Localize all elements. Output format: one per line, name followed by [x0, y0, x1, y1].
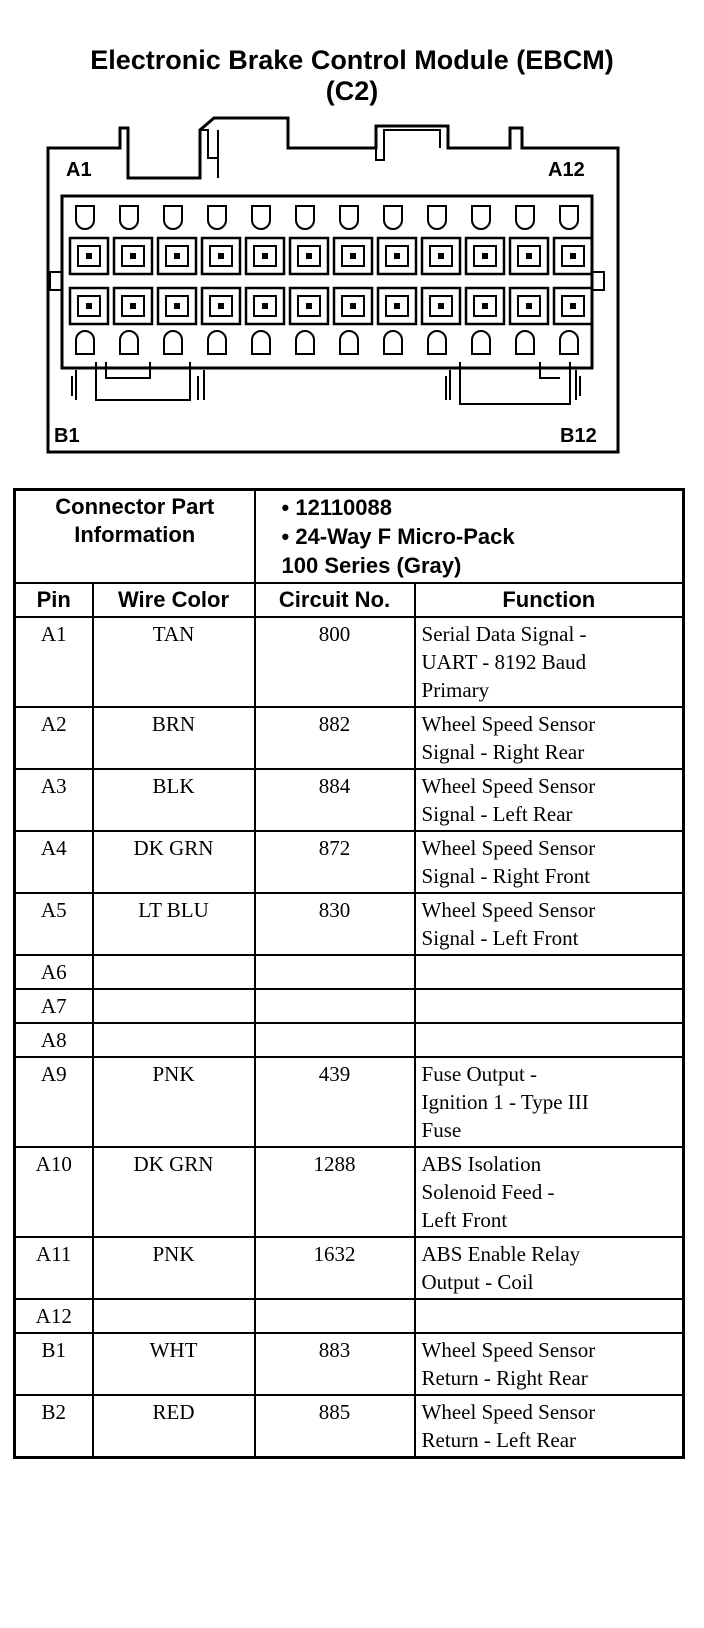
wire-color-cell: BRN [93, 707, 255, 769]
label-b1: B1 [54, 425, 80, 447]
label-a12: A12 [548, 159, 585, 181]
circuit-cell: 883 [255, 1333, 415, 1395]
table-row [15, 617, 684, 707]
cavity-bottom [516, 331, 534, 354]
cavity-top [164, 206, 182, 229]
pin-cavities [70, 206, 592, 354]
cavity-top [296, 206, 314, 229]
info-label: Connector Part Information [15, 490, 255, 584]
function-cell: Wheel Speed Sensor Signal - Right Rear [415, 707, 684, 769]
col-wire-color: Wire Color [93, 583, 255, 617]
cavity-bottom [384, 331, 402, 354]
cavity-bottom [340, 331, 358, 354]
wire-color-cell [93, 989, 255, 1023]
label-b12: B12 [560, 425, 597, 447]
col-function: Function [415, 583, 684, 617]
wire-color-cell: PNK [93, 1237, 255, 1299]
circuit-cell [255, 1023, 415, 1057]
table-row [15, 1299, 684, 1333]
rib-left [72, 370, 204, 400]
cavity-top [120, 206, 138, 229]
col-circuit-no: Circuit No. [255, 583, 415, 617]
circuit-cell: 439 [255, 1057, 415, 1147]
cavity-top [76, 206, 94, 229]
pin-cell: A8 [15, 1023, 93, 1057]
cavity-top [560, 206, 578, 229]
cavity-bottom [208, 331, 226, 354]
rib-right [446, 370, 580, 400]
wire-color-cell [93, 1023, 255, 1057]
function-cell: Wheel Speed Sensor Return - Right Rear [415, 1333, 684, 1395]
wire-color-cell [93, 955, 255, 989]
pin-cell: A7 [15, 989, 93, 1023]
col-pin: Pin [15, 583, 93, 617]
connector-diagram [0, 100, 704, 460]
wire-color-cell: TAN [93, 617, 255, 707]
pinout-table [13, 488, 685, 1459]
pin-cell: A11 [15, 1237, 93, 1299]
table-row [15, 769, 684, 831]
circuit-cell: 800 [255, 617, 415, 707]
part-description-2: 100 Series (Gray) [281, 553, 462, 578]
wire-color-cell: WHT [93, 1333, 255, 1395]
pin-cell: A5 [15, 893, 93, 955]
pin-cell: A12 [15, 1299, 93, 1333]
circuit-cell: 884 [255, 769, 415, 831]
function-cell [415, 1299, 684, 1333]
cavity-bottom [472, 331, 490, 354]
pin-cell: A3 [15, 769, 93, 831]
part-number: • 12110088 [281, 495, 392, 520]
wire-color-cell: RED [93, 1395, 255, 1458]
table-row [15, 707, 684, 769]
table-row [15, 1333, 684, 1395]
cavity-bottom [296, 331, 314, 354]
circuit-cell [255, 955, 415, 989]
circuit-cell: 872 [255, 831, 415, 893]
page-title: Electronic Brake Control Module (EBCM) [90, 45, 614, 75]
circuit-cell: 882 [255, 707, 415, 769]
function-cell [415, 955, 684, 989]
cavity-bottom [76, 331, 94, 354]
function-cell: Serial Data Signal - UART - 8192 Baud Primary [415, 617, 684, 707]
info-values [255, 490, 684, 584]
function-cell: ABS Enable Relay Output - Coil [415, 1237, 684, 1299]
cavity-top [340, 206, 358, 229]
latch-left [200, 130, 218, 158]
cavity-top [428, 206, 446, 229]
cavity-top [384, 206, 402, 229]
cavity-bottom [252, 331, 270, 354]
function-cell: Wheel Speed Sensor Return - Left Rear [415, 1395, 684, 1458]
wire-color-cell: DK GRN [93, 1147, 255, 1237]
table-row [15, 1395, 684, 1458]
latch-right [376, 126, 440, 160]
wire-color-cell: LT BLU [93, 893, 255, 955]
table-row [15, 1023, 684, 1057]
function-cell: Wheel Speed Sensor Signal - Left Front [415, 893, 684, 955]
pin-cell: B1 [15, 1333, 93, 1395]
table-row [15, 831, 684, 893]
table-row [15, 955, 684, 989]
column-header-row [15, 583, 684, 617]
circuit-cell: 830 [255, 893, 415, 955]
function-cell: ABS Isolation Solenoid Feed - Left Front [415, 1147, 684, 1237]
circuit-cell [255, 989, 415, 1023]
table-row [15, 1237, 684, 1299]
cavity-bottom [560, 331, 578, 354]
page-subtitle: (C2) [325, 76, 379, 106]
pin-cell: B2 [15, 1395, 93, 1458]
circuit-cell: 885 [255, 1395, 415, 1458]
cavity-bottom [120, 331, 138, 354]
info-row [15, 490, 684, 584]
circuit-cell [255, 1299, 415, 1333]
connector-housing [48, 118, 618, 452]
pin-cell: A6 [15, 955, 93, 989]
function-cell: Wheel Speed Sensor Signal - Left Rear [415, 769, 684, 831]
cavity-bottom [164, 331, 182, 354]
label-a1: A1 [66, 159, 92, 181]
table-row [15, 989, 684, 1023]
cavity-bottom [428, 331, 446, 354]
cavity-top [472, 206, 490, 229]
function-cell [415, 1023, 684, 1057]
table-row [15, 893, 684, 955]
side-tab-left [50, 272, 62, 290]
wire-color-cell: BLK [93, 769, 255, 831]
function-cell: Fuse Output - Ignition 1 - Type III Fuse [415, 1057, 684, 1147]
cavity-top [208, 206, 226, 229]
wire-color-cell: DK GRN [93, 831, 255, 893]
part-description-1: • 24-Way F Micro-Pack [281, 524, 515, 549]
cavity-top [252, 206, 270, 229]
circuit-cell: 1632 [255, 1237, 415, 1299]
cavity-top [516, 206, 534, 229]
table-row [15, 1147, 684, 1237]
pin-block [62, 196, 592, 368]
pin-cell: A9 [15, 1057, 93, 1147]
function-cell [415, 989, 684, 1023]
wire-color-cell [93, 1299, 255, 1333]
pin-cell: A4 [15, 831, 93, 893]
pin-cell: A2 [15, 707, 93, 769]
side-tab-right [592, 272, 604, 290]
circuit-cell: 1288 [255, 1147, 415, 1237]
function-cell: Wheel Speed Sensor Signal - Right Front [415, 831, 684, 893]
table-row [15, 1057, 684, 1147]
wire-color-cell: PNK [93, 1057, 255, 1147]
pin-cell: A1 [15, 617, 93, 707]
pin-cell: A10 [15, 1147, 93, 1237]
